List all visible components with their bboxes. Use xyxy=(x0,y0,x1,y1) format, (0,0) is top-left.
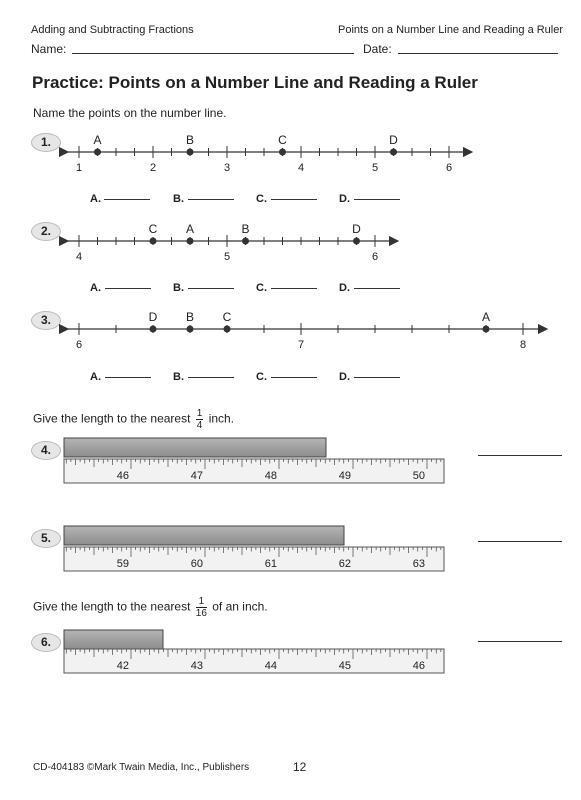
point-2B xyxy=(242,238,249,245)
ruler-5 xyxy=(64,526,444,571)
ruler-label: 42 xyxy=(116,660,129,672)
problem-number-6: 6. xyxy=(31,633,61,652)
tick-label: 6 xyxy=(445,162,453,174)
tick-label: 5 xyxy=(371,162,379,174)
answer-blank[interactable] xyxy=(188,377,234,378)
tick-label: 4 xyxy=(297,162,305,174)
tick-label: 8 xyxy=(519,339,527,351)
point-label: A xyxy=(93,133,102,147)
answer-row-2c xyxy=(256,282,317,294)
tick-label: 4 xyxy=(75,251,83,263)
answer-blank[interactable] xyxy=(188,199,234,200)
point-1B xyxy=(187,149,194,156)
fraction-one-quarter: $\frac{1}{4}$ xyxy=(196,408,203,431)
tick-label: 6 xyxy=(371,251,379,263)
ruler-label: 46 xyxy=(412,660,425,672)
point-3B xyxy=(187,326,194,333)
measured-bar xyxy=(64,630,163,649)
answer-row-3a xyxy=(90,371,151,383)
answer-label: C. xyxy=(256,371,267,383)
answer-blank[interactable] xyxy=(354,377,400,378)
tick-label: 7 xyxy=(297,339,305,351)
point-label: B xyxy=(241,222,250,236)
ruler-label: 49 xyxy=(338,470,351,482)
ruler-label: 62 xyxy=(338,558,351,570)
ruler-label: 47 xyxy=(190,470,203,482)
point-label: C xyxy=(222,310,232,324)
ruler-label: 43 xyxy=(190,660,203,672)
ruler-label: 61 xyxy=(264,558,277,570)
instruction-text: of an inch. xyxy=(212,599,268,614)
number-line-1 xyxy=(64,133,468,174)
number-line-2 xyxy=(64,222,394,263)
header-left: Adding and Subtracting Fractions xyxy=(31,24,194,36)
instruction-text: inch. xyxy=(208,411,235,426)
answer-blank[interactable] xyxy=(105,377,151,378)
answer-row-3b xyxy=(173,371,234,383)
point-1D xyxy=(390,149,397,156)
answer-blank[interactable] xyxy=(104,199,150,200)
answer-row-1d xyxy=(339,193,400,205)
answer-label: A. xyxy=(90,282,101,294)
answer-blank[interactable] xyxy=(354,199,400,200)
tick-label: 3 xyxy=(223,162,231,174)
ruler-label: 59 xyxy=(116,558,129,570)
answer-row-1 xyxy=(90,193,150,205)
answer-label: A. xyxy=(90,371,101,383)
point-2A xyxy=(187,238,194,245)
point-3C xyxy=(224,326,231,333)
problem-number-5: 5. xyxy=(31,529,61,548)
ruler-label: 50 xyxy=(412,470,425,482)
fraction-one-sixteenth: $\frac{1}{16}$ xyxy=(195,596,207,619)
point-label: D xyxy=(352,222,361,236)
tick-label: 2 xyxy=(149,162,157,174)
page-number: 12 xyxy=(293,760,307,774)
point-label: A xyxy=(185,222,195,236)
point-label: D xyxy=(148,310,158,324)
point-label: C xyxy=(278,133,287,147)
answer-blank[interactable] xyxy=(271,199,317,200)
answer-label: C. xyxy=(256,193,267,205)
point-label: B xyxy=(185,310,195,324)
instruction-text: Give the length to the nearest xyxy=(33,599,191,614)
number-line-3 xyxy=(64,310,543,351)
name-label: Name: xyxy=(31,42,67,56)
answer-label: D. xyxy=(339,282,350,294)
point-1C xyxy=(279,149,286,156)
instruction-quarter-inch xyxy=(33,408,234,431)
point-3A xyxy=(483,326,490,333)
measured-bar xyxy=(64,438,326,457)
ruler-label: 48 xyxy=(264,470,277,482)
answer-label: D. xyxy=(339,371,350,383)
answer-row-2d xyxy=(339,282,400,294)
answer-row-2a xyxy=(90,282,151,294)
problem-number-1: 1. xyxy=(31,133,61,152)
answer-label: B. xyxy=(173,371,184,383)
answer-row-1b xyxy=(173,193,234,205)
answer-label: D. xyxy=(339,193,350,205)
point-label: D xyxy=(389,133,398,147)
answer-row-3c xyxy=(256,371,317,383)
page-title: Practice: Points on a Number Line and Reading a Ruler xyxy=(32,73,478,92)
answer-label: B. xyxy=(173,282,184,294)
ruler-label: 44 xyxy=(264,660,277,672)
point-label: B xyxy=(185,133,195,147)
ruler-label: 63 xyxy=(412,558,425,570)
point-2D xyxy=(353,238,360,245)
instruction-text: Give the length to the nearest xyxy=(33,411,191,426)
date-label: Date: xyxy=(363,42,392,56)
answer-blank[interactable] xyxy=(271,377,317,378)
tick-label: 6 xyxy=(75,339,83,351)
problem-number-4: 4. xyxy=(31,441,61,460)
tick-label: 1 xyxy=(75,162,83,174)
point-1A xyxy=(94,149,101,156)
ruler-label: 46 xyxy=(116,470,129,482)
answer-blank[interactable] xyxy=(271,288,317,289)
ruler-label: 45 xyxy=(338,660,351,672)
header-right: Points on a Number Line and Reading a Ruler xyxy=(338,24,564,36)
footer-copyright: CD-404183 ©Mark Twain Media, Inc., Publishers xyxy=(33,762,250,773)
tick-label: 5 xyxy=(223,251,231,263)
answer-row-1c xyxy=(256,193,317,205)
ruler-label: 60 xyxy=(190,558,203,570)
rulers-graphic xyxy=(0,430,581,690)
ruler-4 xyxy=(64,438,444,483)
measured-bar xyxy=(64,526,344,545)
answer-label: C. xyxy=(256,282,267,294)
problem-number-2: 2. xyxy=(31,222,61,241)
point-label: A xyxy=(481,310,491,324)
problem-number-3: 3. xyxy=(31,311,61,330)
ruler-6 xyxy=(64,630,444,673)
answer-label: B. xyxy=(173,193,184,205)
answer-label: A. xyxy=(90,193,101,205)
answer-row-3d xyxy=(339,371,400,383)
answer-blank[interactable] xyxy=(188,288,234,289)
point-2C xyxy=(150,238,157,245)
point-label: C xyxy=(148,222,158,236)
answer-row-2b xyxy=(173,282,234,294)
answer-blank[interactable] xyxy=(105,288,151,289)
instruction-number-line: Name the points on the number line. xyxy=(33,106,227,120)
point-3D xyxy=(150,326,157,333)
answer-blank[interactable] xyxy=(354,288,400,289)
